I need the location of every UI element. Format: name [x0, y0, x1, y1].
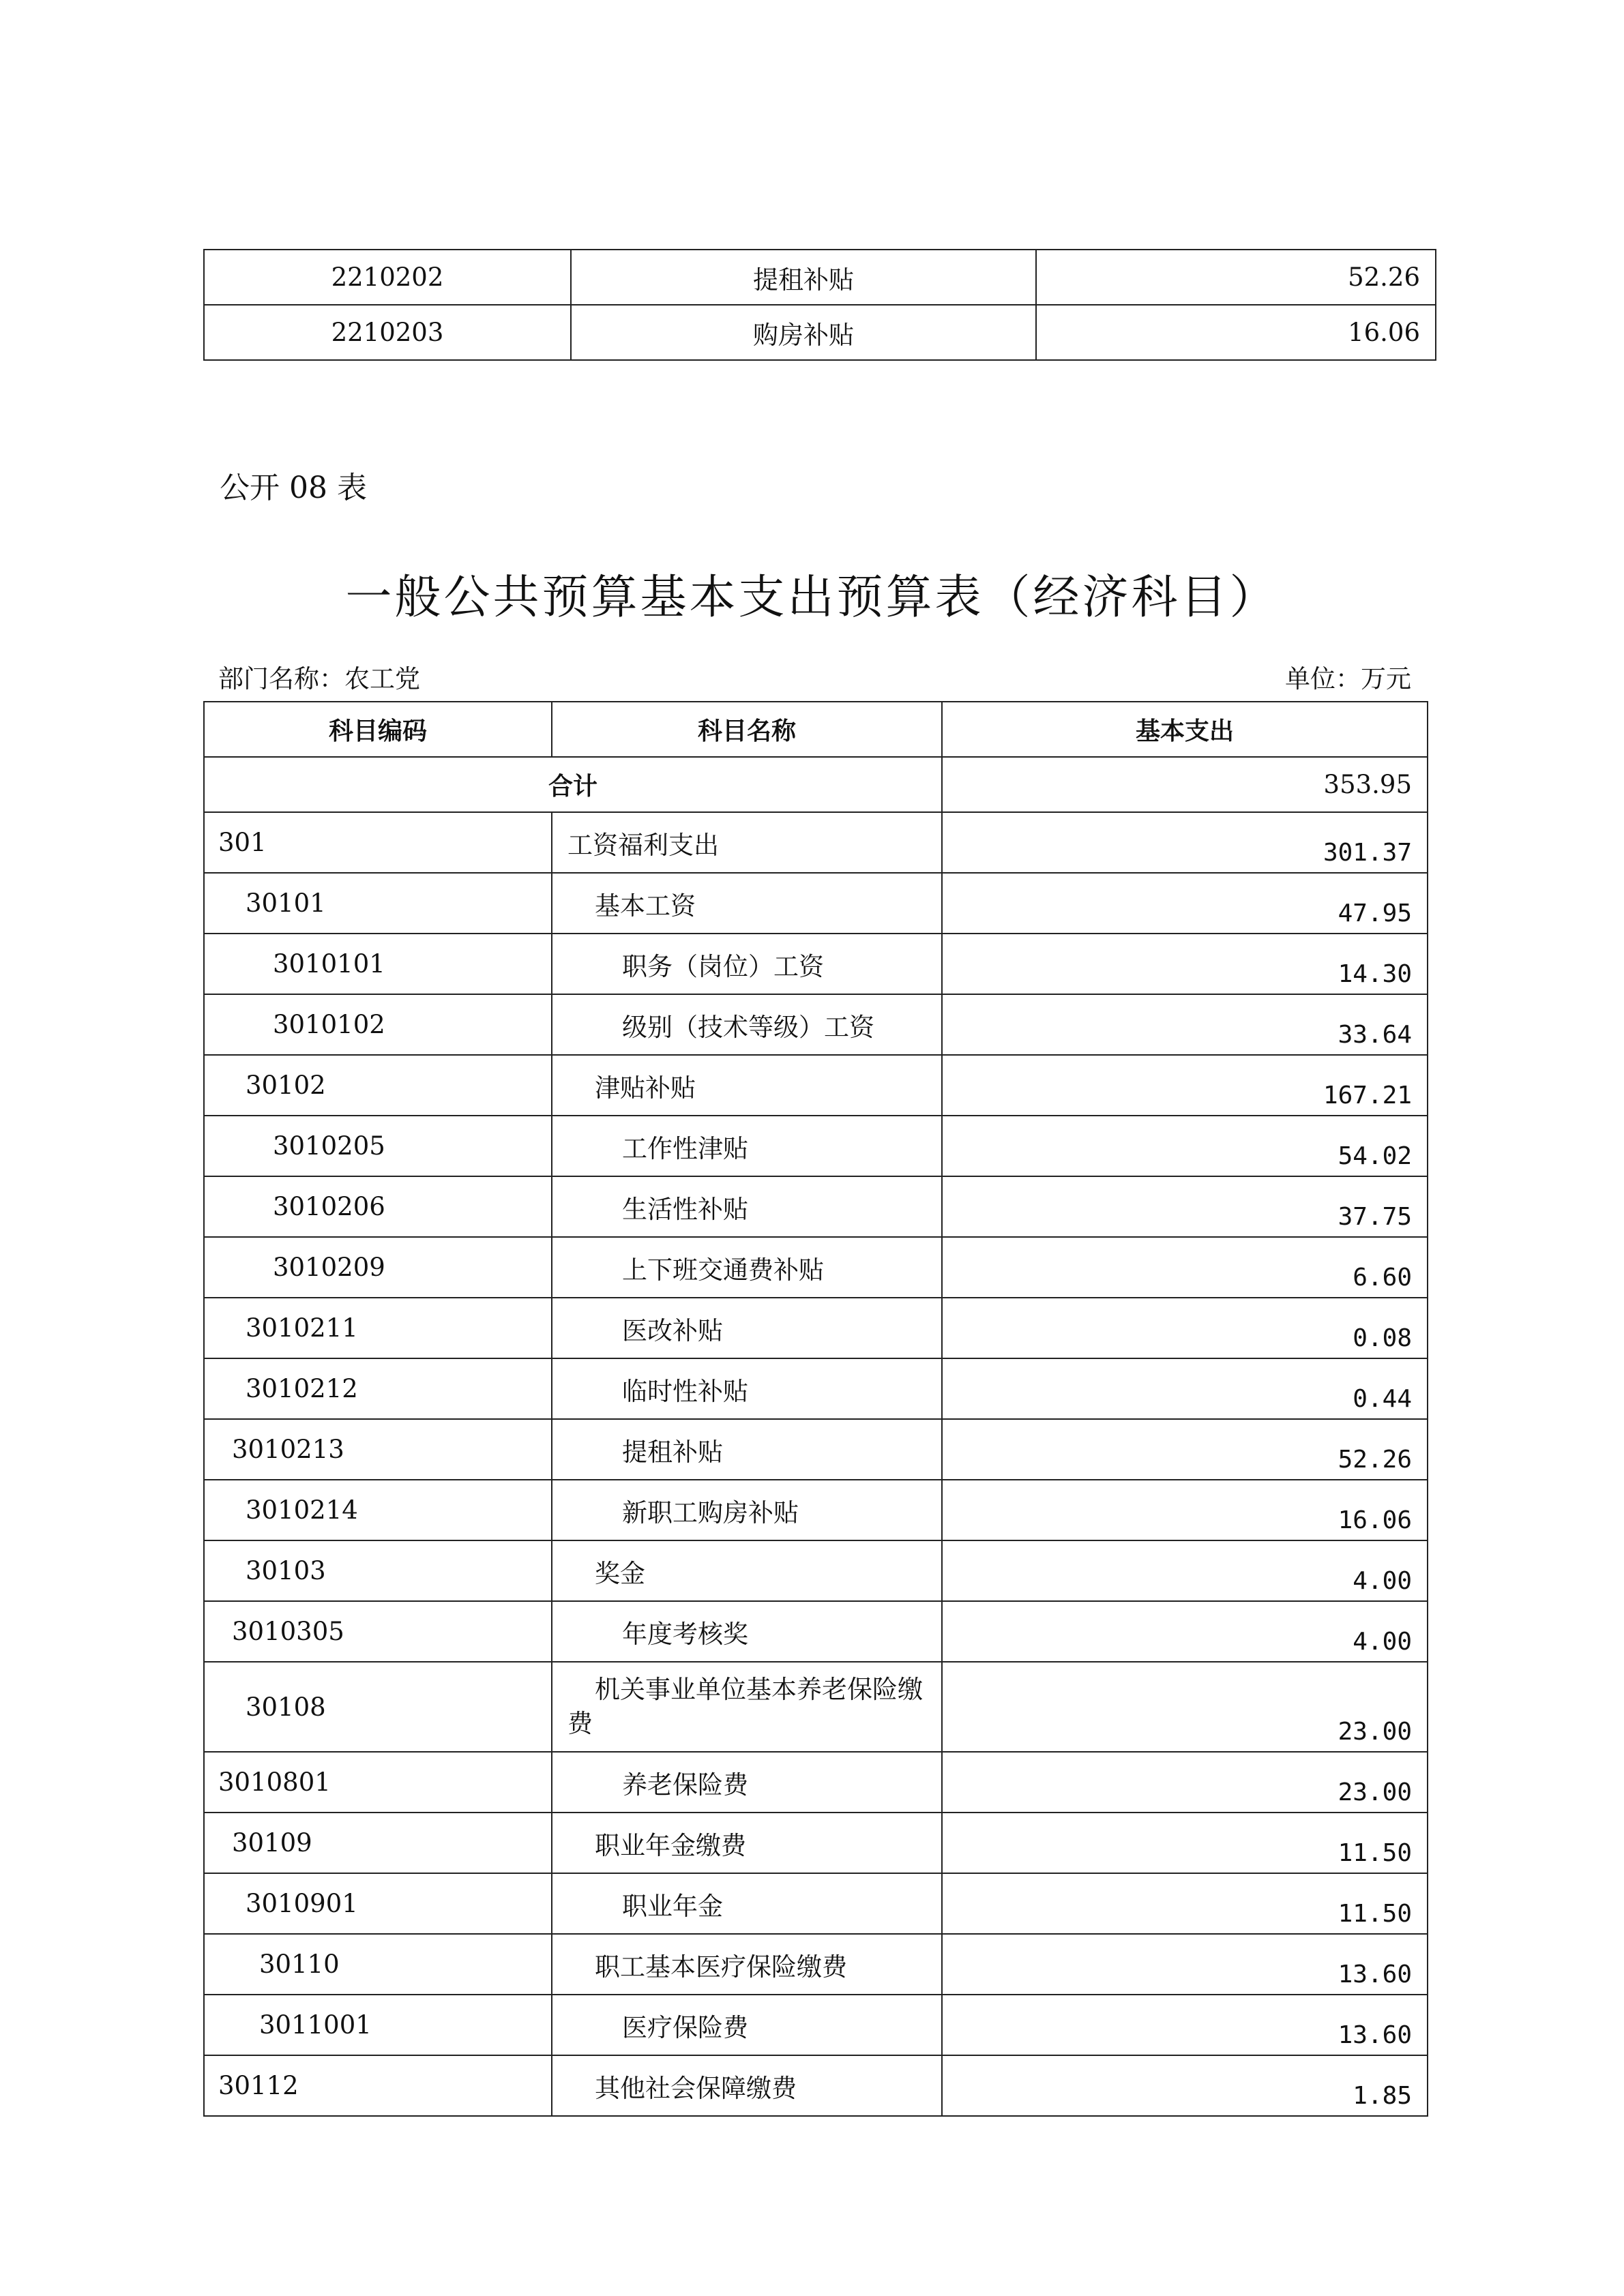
- code-cell: 3010206: [204, 1176, 552, 1237]
- value-cell: 23.00: [942, 1662, 1428, 1752]
- code-cell: 30109: [204, 1813, 552, 1873]
- value-cell: 16.06: [942, 1480, 1428, 1540]
- header-code: 科目编码: [204, 702, 552, 757]
- code-cell: 2210203: [204, 305, 571, 360]
- header-name: 科目名称: [552, 702, 942, 757]
- table-row: [204, 1813, 1428, 1873]
- table-row: [204, 1995, 1428, 2055]
- code-cell: 3010213: [204, 1419, 552, 1480]
- code-cell: 30102: [204, 1055, 552, 1116]
- table-row: [204, 1752, 1428, 1813]
- code-cell: 3010209: [204, 1237, 552, 1298]
- total-row: [204, 757, 1428, 812]
- table-row: [204, 1873, 1428, 1934]
- name-cell: 工资福利支出: [552, 812, 942, 873]
- value-cell: 23.00: [942, 1752, 1428, 1813]
- budget-table: [203, 701, 1428, 2117]
- name-cell: 职工基本医疗保险缴费: [552, 1934, 942, 1995]
- value-cell: 52.26: [1036, 250, 1436, 305]
- previous-table-continuation: [203, 249, 1436, 361]
- table-row: [204, 1601, 1428, 1662]
- name-cell: 购房补贴: [571, 305, 1036, 360]
- code-cell: 3010305: [204, 1601, 552, 1662]
- code-cell: 3010211: [204, 1298, 552, 1358]
- table-row: [204, 1419, 1428, 1480]
- name-cell: 其他社会保障缴费: [552, 2055, 942, 2116]
- value-cell: 11.50: [942, 1813, 1428, 1873]
- name-cell: 医疗保险费: [552, 1995, 942, 2055]
- table-row: [204, 994, 1428, 1055]
- table-row: [204, 873, 1428, 934]
- table-row: [204, 1055, 1428, 1116]
- page-title: 一般公共预算基本支出预算表（经济科目）: [345, 571, 1279, 625]
- value-cell: 167.21: [942, 1055, 1428, 1116]
- name-cell: 基本工资: [552, 873, 942, 934]
- code-cell: 30103: [204, 1540, 552, 1601]
- name-cell: 奖金: [552, 1540, 942, 1601]
- name-cell: 生活性补贴: [552, 1176, 942, 1237]
- value-cell: 14.30: [942, 934, 1428, 994]
- table-row: [204, 1237, 1428, 1298]
- unit-label: 单位：万元: [1285, 664, 1411, 694]
- total-value: 353.95: [942, 757, 1428, 812]
- name-cell: 职业年金缴费: [552, 1813, 942, 1873]
- name-cell: 提租补贴: [552, 1419, 942, 1480]
- code-cell: 2210202: [204, 250, 571, 305]
- value-cell: 4.00: [942, 1601, 1428, 1662]
- table-row: [204, 812, 1428, 873]
- value-cell: 13.60: [942, 1934, 1428, 1995]
- name-cell: 养老保险费: [552, 1752, 942, 1813]
- table-body: [204, 812, 1428, 2116]
- table-header-row: [204, 702, 1428, 757]
- table-row: [204, 1298, 1428, 1358]
- table-row: [204, 1116, 1428, 1176]
- value-cell: 0.08: [942, 1298, 1428, 1358]
- value-cell: 0.44: [942, 1358, 1428, 1419]
- name-cell: 职务（岗位）工资: [552, 934, 942, 994]
- name-cell: 临时性补贴: [552, 1358, 942, 1419]
- code-cell: 30110: [204, 1934, 552, 1995]
- name-cell: 年度考核奖: [552, 1601, 942, 1662]
- value-cell: 4.00: [942, 1540, 1428, 1601]
- name-cell: 提租补贴: [571, 250, 1036, 305]
- table-number-label: 公开 08 表: [220, 471, 367, 505]
- table-row: [204, 305, 1436, 360]
- table-row: [204, 1358, 1428, 1419]
- name-cell: 机关事业单位基本养老保险缴费: [552, 1662, 942, 1752]
- table-row: [204, 1540, 1428, 1601]
- table-row: [204, 1480, 1428, 1540]
- code-cell: 3010205: [204, 1116, 552, 1176]
- value-cell: 13.60: [942, 1995, 1428, 2055]
- table-row: [204, 1662, 1428, 1752]
- header-amount: 基本支出: [942, 702, 1428, 757]
- value-cell: 11.50: [942, 1873, 1428, 1934]
- value-cell: 54.02: [942, 1116, 1428, 1176]
- code-cell: 3010212: [204, 1358, 552, 1419]
- code-cell: 3010214: [204, 1480, 552, 1540]
- table-row: [204, 2055, 1428, 2116]
- table-row: [204, 1934, 1428, 1995]
- table-row: [204, 934, 1428, 994]
- name-cell: 新职工购房补贴: [552, 1480, 942, 1540]
- name-cell: 工作性津贴: [552, 1116, 942, 1176]
- value-cell: 37.75: [942, 1176, 1428, 1237]
- code-cell: 3010101: [204, 934, 552, 994]
- name-cell: 津贴补贴: [552, 1055, 942, 1116]
- department-label: 部门名称：农工党: [218, 664, 420, 694]
- value-cell: 1.85: [942, 2055, 1428, 2116]
- table-row: [204, 1176, 1428, 1237]
- value-cell: 16.06: [1036, 305, 1436, 360]
- table-row: [204, 250, 1436, 305]
- code-cell: 3010801: [204, 1752, 552, 1813]
- value-cell: 47.95: [942, 873, 1428, 934]
- name-cell: 职业年金: [552, 1873, 942, 1934]
- value-cell: 6.60: [942, 1237, 1428, 1298]
- name-cell: 医改补贴: [552, 1298, 942, 1358]
- name-cell: 上下班交通费补贴: [552, 1237, 942, 1298]
- total-label: 合计: [204, 757, 942, 812]
- code-cell: 301: [204, 812, 552, 873]
- code-cell: 3010901: [204, 1873, 552, 1934]
- value-cell: 52.26: [942, 1419, 1428, 1480]
- value-cell: 33.64: [942, 994, 1428, 1055]
- code-cell: 30112: [204, 2055, 552, 2116]
- code-cell: 30101: [204, 873, 552, 934]
- code-cell: 3011001: [204, 1995, 552, 2055]
- value-cell: 301.37: [942, 812, 1428, 873]
- code-cell: 30108: [204, 1662, 552, 1752]
- code-cell: 3010102: [204, 994, 552, 1055]
- name-cell: 级别（技术等级）工资: [552, 994, 942, 1055]
